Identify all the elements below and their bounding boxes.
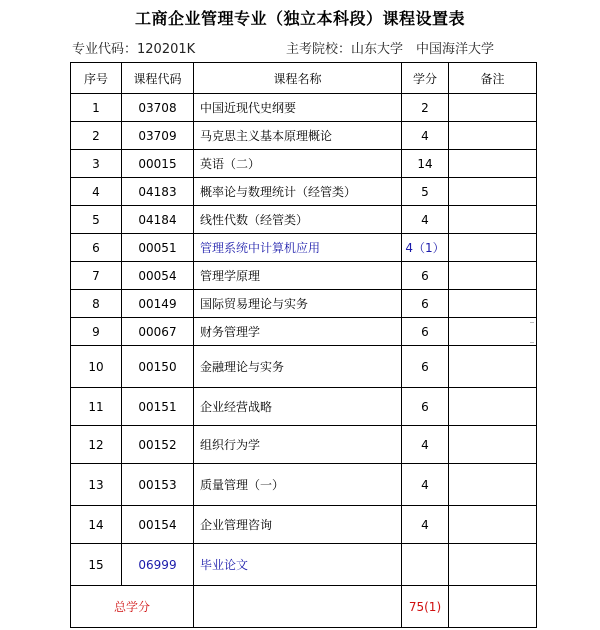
row-credit: 6 — [402, 388, 449, 426]
header-code: 课程代码 — [122, 63, 194, 94]
total-credit: 75(1) — [402, 586, 449, 628]
row-code: 03709 — [122, 122, 194, 150]
total-row — [71, 586, 537, 628]
total-remark-cell — [449, 586, 537, 628]
row-remark — [449, 94, 537, 122]
row-no: 11 — [71, 388, 122, 426]
row-code: 00067 — [122, 318, 194, 346]
row-no: 5 — [71, 206, 122, 234]
row-name: 线性代数（经管类） — [194, 206, 402, 234]
row-code: 00149 — [122, 290, 194, 318]
row-name: 金融理论与实务 — [194, 346, 402, 388]
row-no: 10 — [71, 346, 122, 388]
total-label: 总学分 — [71, 586, 194, 628]
row-remark — [449, 262, 537, 290]
table-row — [71, 94, 537, 122]
table-row — [71, 178, 537, 206]
row-no: 7 — [71, 262, 122, 290]
row-code: 00054 — [122, 262, 194, 290]
table-row — [71, 206, 537, 234]
row-no: 1 — [71, 94, 122, 122]
row-no: 4 — [71, 178, 122, 206]
row-code: 00150 — [122, 346, 194, 388]
row-code: 03708 — [122, 94, 194, 122]
row-remark — [449, 544, 537, 586]
header-no: 序号 — [71, 63, 122, 94]
row-no: 3 — [71, 150, 122, 178]
table-row — [71, 544, 537, 586]
table-row — [71, 262, 537, 290]
row-remark — [449, 388, 537, 426]
header-row — [71, 63, 537, 94]
row-credit: 6 — [402, 262, 449, 290]
row-credit: 4（1） — [402, 234, 449, 262]
row-credit: 6 — [402, 318, 449, 346]
edge-mark — [530, 342, 534, 343]
row-name: 管理系统中计算机应用 — [194, 234, 402, 262]
row-code: 04183 — [122, 178, 194, 206]
row-no: 8 — [71, 290, 122, 318]
row-code: 04184 — [122, 206, 194, 234]
row-name: 质量管理（一） — [194, 464, 402, 506]
table-row — [71, 318, 537, 346]
row-name: 企业经营战略 — [194, 388, 402, 426]
row-name: 财务管理学 — [194, 318, 402, 346]
row-name: 英语（二） — [194, 150, 402, 178]
row-credit: 4 — [402, 206, 449, 234]
exam-schools: 主考院校：山东大学 中国海洋大学 — [286, 42, 495, 57]
header-name: 课程名称 — [194, 63, 402, 94]
row-name: 组织行为学 — [194, 426, 402, 464]
row-code: 00151 — [122, 388, 194, 426]
row-credit: 4 — [402, 464, 449, 506]
row-no: 12 — [71, 426, 122, 464]
row-remark — [449, 346, 537, 388]
table-row — [71, 122, 537, 150]
row-credit: 6 — [402, 346, 449, 388]
row-remark — [449, 464, 537, 506]
row-code: 00051 — [122, 234, 194, 262]
row-name: 企业管理咨询 — [194, 506, 402, 544]
course-table — [70, 62, 537, 628]
row-code: 00154 — [122, 506, 194, 544]
row-remark — [449, 426, 537, 464]
row-no: 2 — [71, 122, 122, 150]
header-credit: 学分 — [402, 63, 449, 94]
row-no: 14 — [71, 506, 122, 544]
table-row — [71, 506, 537, 544]
row-name: 毕业论文 — [194, 544, 402, 586]
table-row — [71, 346, 537, 388]
row-code: 00152 — [122, 426, 194, 464]
table-row — [71, 464, 537, 506]
row-credit — [402, 544, 449, 586]
table-row — [71, 388, 537, 426]
row-credit: 2 — [402, 94, 449, 122]
table-row — [71, 234, 537, 262]
row-name: 国际贸易理论与实务 — [194, 290, 402, 318]
row-name: 马克思主义基本原理概论 — [194, 122, 402, 150]
total-name-cell — [194, 586, 402, 628]
row-no: 6 — [71, 234, 122, 262]
row-remark — [449, 318, 537, 346]
row-remark — [449, 234, 537, 262]
table-row — [71, 290, 537, 318]
row-no: 13 — [71, 464, 122, 506]
row-no: 9 — [71, 318, 122, 346]
row-name: 中国近现代史纲要 — [194, 94, 402, 122]
major-code: 专业代码：120201K — [72, 42, 196, 57]
row-credit: 6 — [402, 290, 449, 318]
row-credit: 4 — [402, 122, 449, 150]
row-remark — [449, 178, 537, 206]
row-name: 管理学原理 — [194, 262, 402, 290]
edge-mark — [530, 322, 534, 323]
row-code: 06999 — [122, 544, 194, 586]
page-title: 工商企业管理专业（独立本科段）课程设置表 — [134, 9, 465, 28]
row-code: 00015 — [122, 150, 194, 178]
header-remark: 备注 — [449, 63, 537, 94]
row-code: 00153 — [122, 464, 194, 506]
row-credit: 4 — [402, 506, 449, 544]
row-credit: 5 — [402, 178, 449, 206]
row-remark — [449, 506, 537, 544]
row-remark — [449, 122, 537, 150]
row-remark — [449, 290, 537, 318]
row-no: 15 — [71, 544, 122, 586]
row-name: 概率论与数理统计（经管类） — [194, 178, 402, 206]
row-credit: 14 — [402, 150, 449, 178]
row-credit: 4 — [402, 426, 449, 464]
table-row — [71, 426, 537, 464]
row-remark — [449, 206, 537, 234]
table-body — [71, 94, 537, 628]
row-remark — [449, 150, 537, 178]
table-row — [71, 150, 537, 178]
